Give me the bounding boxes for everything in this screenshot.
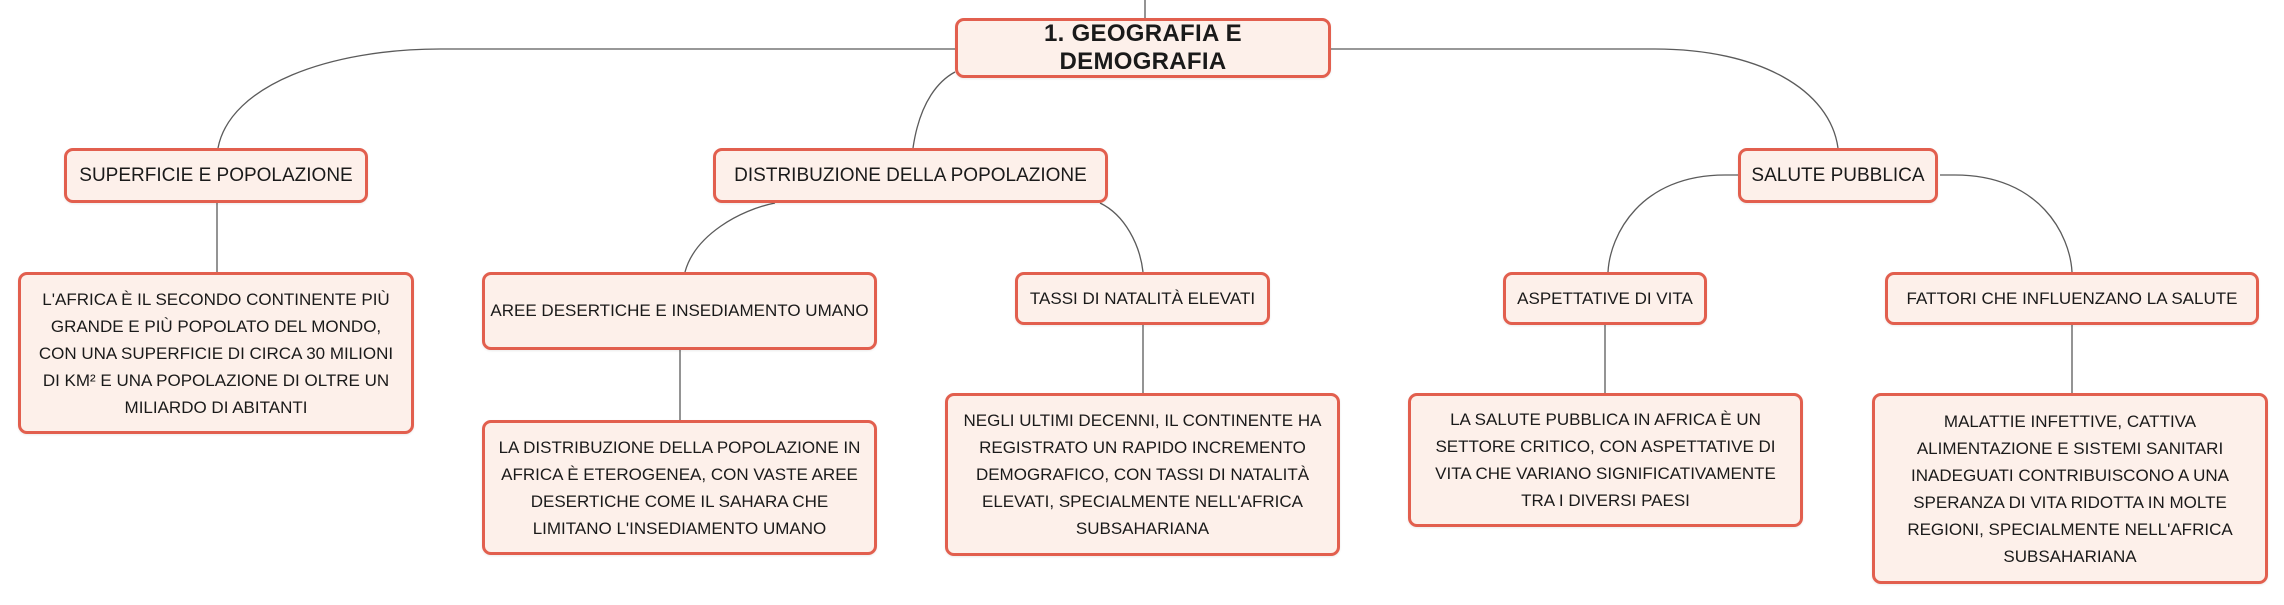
subbranch-tassi-natalita[interactable]: TASSI DI NATALITÀ ELEVATI	[1015, 272, 1270, 325]
connector-root-to-salute	[1331, 49, 1838, 148]
subbranch-aree-desertiche[interactable]: AREE DESERTICHE E INSEDIAMENTO UMANO	[482, 272, 877, 350]
branch-salute-pubblica[interactable]: SALUTE PUBBLICA	[1738, 148, 1938, 203]
connector-salute-to-aspettative	[1608, 175, 1740, 272]
detail-tassi-natalita[interactable]: NEGLI ULTIMI DECENNI, IL CONTINENTE HA REGISTRATO UN RAPIDO INCREMENTO DEMOGRAFICO, CON TASSI DI NATALITÀ ELEVATI, SPECIALMENTE NELL'AFRICA SUBSAHARIANA	[945, 393, 1340, 556]
detail-aree-desertiche[interactable]: LA DISTRIBUZIONE DELLA POPOLAZIONE IN AFRICA È ETEROGENEA, CON VASTE AREE DESERTICHE COME IL SAHARA CHE LIMITANO L'INSEDIAMENTO UMANO	[482, 420, 877, 555]
subbranch-fattori-salute[interactable]: FATTORI CHE INFLUENZANO LA SALUTE	[1885, 272, 2259, 325]
connector-root-to-distribuzione	[913, 72, 955, 148]
root-node-geografia-demografia[interactable]: 1. GEOGRAFIA E DEMOGRAFIA	[955, 18, 1331, 78]
connector-distribuzione-to-aree	[685, 203, 775, 272]
detail-aspettative-vita[interactable]: LA SALUTE PUBBLICA IN AFRICA È UN SETTORE CRITICO, CON ASPETTATIVE DI VITA CHE VARIANO SIGNIFICATIVAMENTE TRA I DIVERSI PAESI	[1408, 393, 1803, 527]
subbranch-aspettative-vita[interactable]: ASPETTATIVE DI VITA	[1503, 272, 1707, 325]
connector-salute-to-fattori	[1940, 175, 2072, 272]
connector-distribuzione-to-tassi	[1100, 203, 1143, 272]
connector-root-to-superficie	[218, 49, 955, 148]
detail-fattori-salute[interactable]: MALATTIE INFETTIVE, CATTIVA ALIMENTAZIONE E SISTEMI SANITARI INADEGUATI CONTRIBUISCONO A UNA SPERANZA DI VITA RIDOTTA IN MOLTE REGIONI, SPECIALMENTE NELL'AFRICA SUBSAHARIANA	[1872, 393, 2268, 584]
branch-superficie-popolazione[interactable]: SUPERFICIE E POPOLAZIONE	[64, 148, 368, 203]
branch-distribuzione-popolazione[interactable]: DISTRIBUZIONE DELLA POPOLAZIONE	[713, 148, 1108, 203]
detail-superficie-popolazione[interactable]: L'AFRICA È IL SECONDO CONTINENTE PIÙ GRANDE E PIÙ POPOLATO DEL MONDO, CON UNA SUPERFICIE DI CIRCA 30 MILIONI DI KM² E UNA POPOLAZIONE DI OLTRE UN MILIARDO DI ABITANTI	[18, 272, 414, 434]
